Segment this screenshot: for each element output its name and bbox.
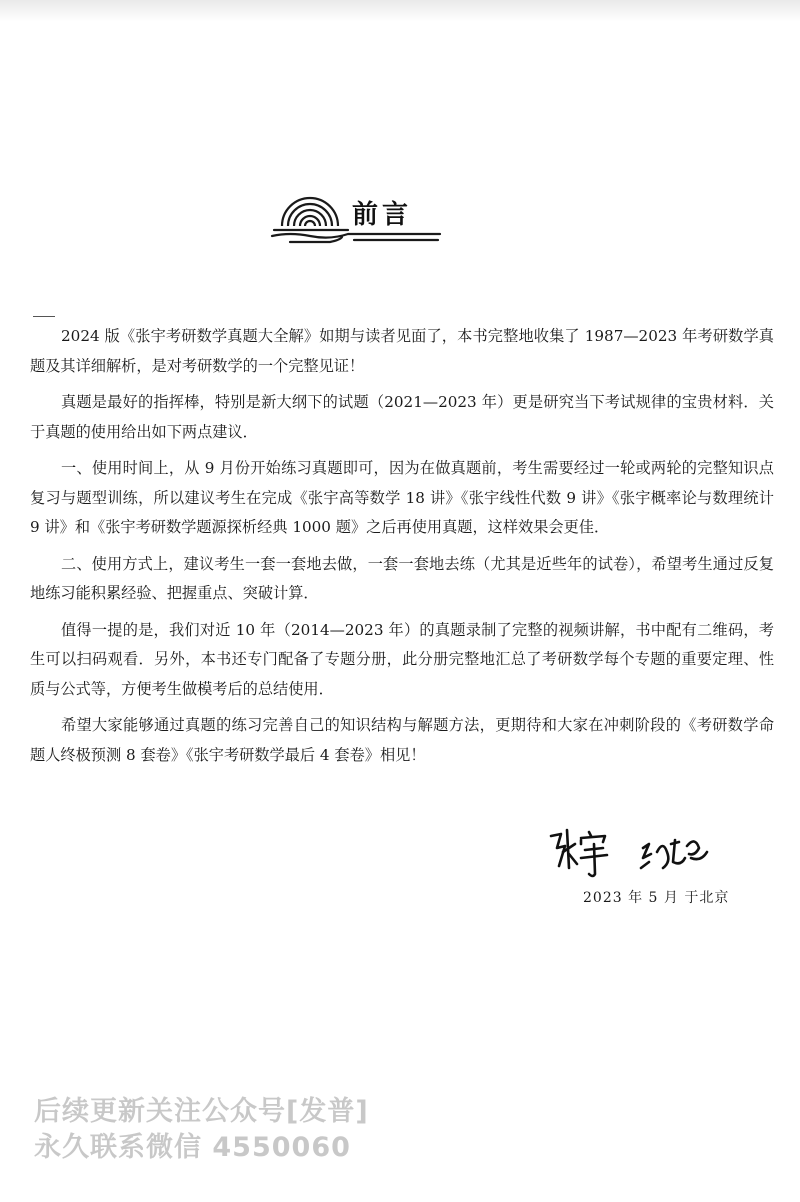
- date-place: 2023 年 5 月 于北京: [583, 890, 730, 906]
- paragraph: 希望大家能够通过真题的练习完善自己的知识结构与解题方法，更期待和大家在冲刺阶段的《考研数学命题人终极预测 8 套卷》《张宇考研数学最后 4 套卷》相见！: [30, 716, 774, 764]
- paragraph: 一、使用时间上，从 9 月份开始练习真题即可，因为在做真题前，考生需要经过一轮或两轮的完整知识点复习与题型训练，所以建议考生在完成《张宇高等数学 18 讲》《张宇线性代数 9 讲》《张宇概率论与数理统计 9 讲》和《张宇考研数学题源探析经典 1000 题》之后再使用真题，这样效果会更佳．: [30, 459, 774, 536]
- preface-title-block: [270, 190, 450, 250]
- watermark-line: 后续更新关注公众号[发普]: [34, 1096, 369, 1127]
- paragraph: 真题是最好的指挥棒，特别是新大纲下的试题（2021—2023 年）更是研究当下考试规律的宝贵材料．关于真题的使用给出如下两点建议．: [30, 393, 774, 441]
- preface-body: [30, 322, 774, 777]
- scan-mark: [33, 316, 55, 317]
- paragraph: 2024 版《张宇考研数学真题大全解》如期与读者见面了，本书完整地收集了 1987—2023 年考研数学真题及其详细解析，是对考研数学的一个完整见证！: [30, 327, 774, 375]
- paragraph: 二、使用方式上，建议考生一套一套地去做，一套一套地去练（尤其是近些年的试卷），希望考生通过反复地练习能积累经验、把握重点、突破计算．: [30, 554, 774, 602]
- scan-top-shadow: [0, 0, 800, 22]
- paragraph: 值得一提的是，我们对近 10 年（2014—2023 年）的真题录制了完整的视频讲解，书中配有二维码，考生可以扫码观看．另外，本书还专门配备了专题分册，此分册完整地汇总了考研数学每个专题的重要定理、性质与公式等，方便考生做模考后的总结使用．: [30, 620, 774, 698]
- watermark: [34, 1094, 369, 1166]
- page-title: 前言: [352, 200, 413, 230]
- watermark-line: 永久联系微信 4550060: [34, 1132, 351, 1163]
- handwritten-signature: [545, 822, 725, 882]
